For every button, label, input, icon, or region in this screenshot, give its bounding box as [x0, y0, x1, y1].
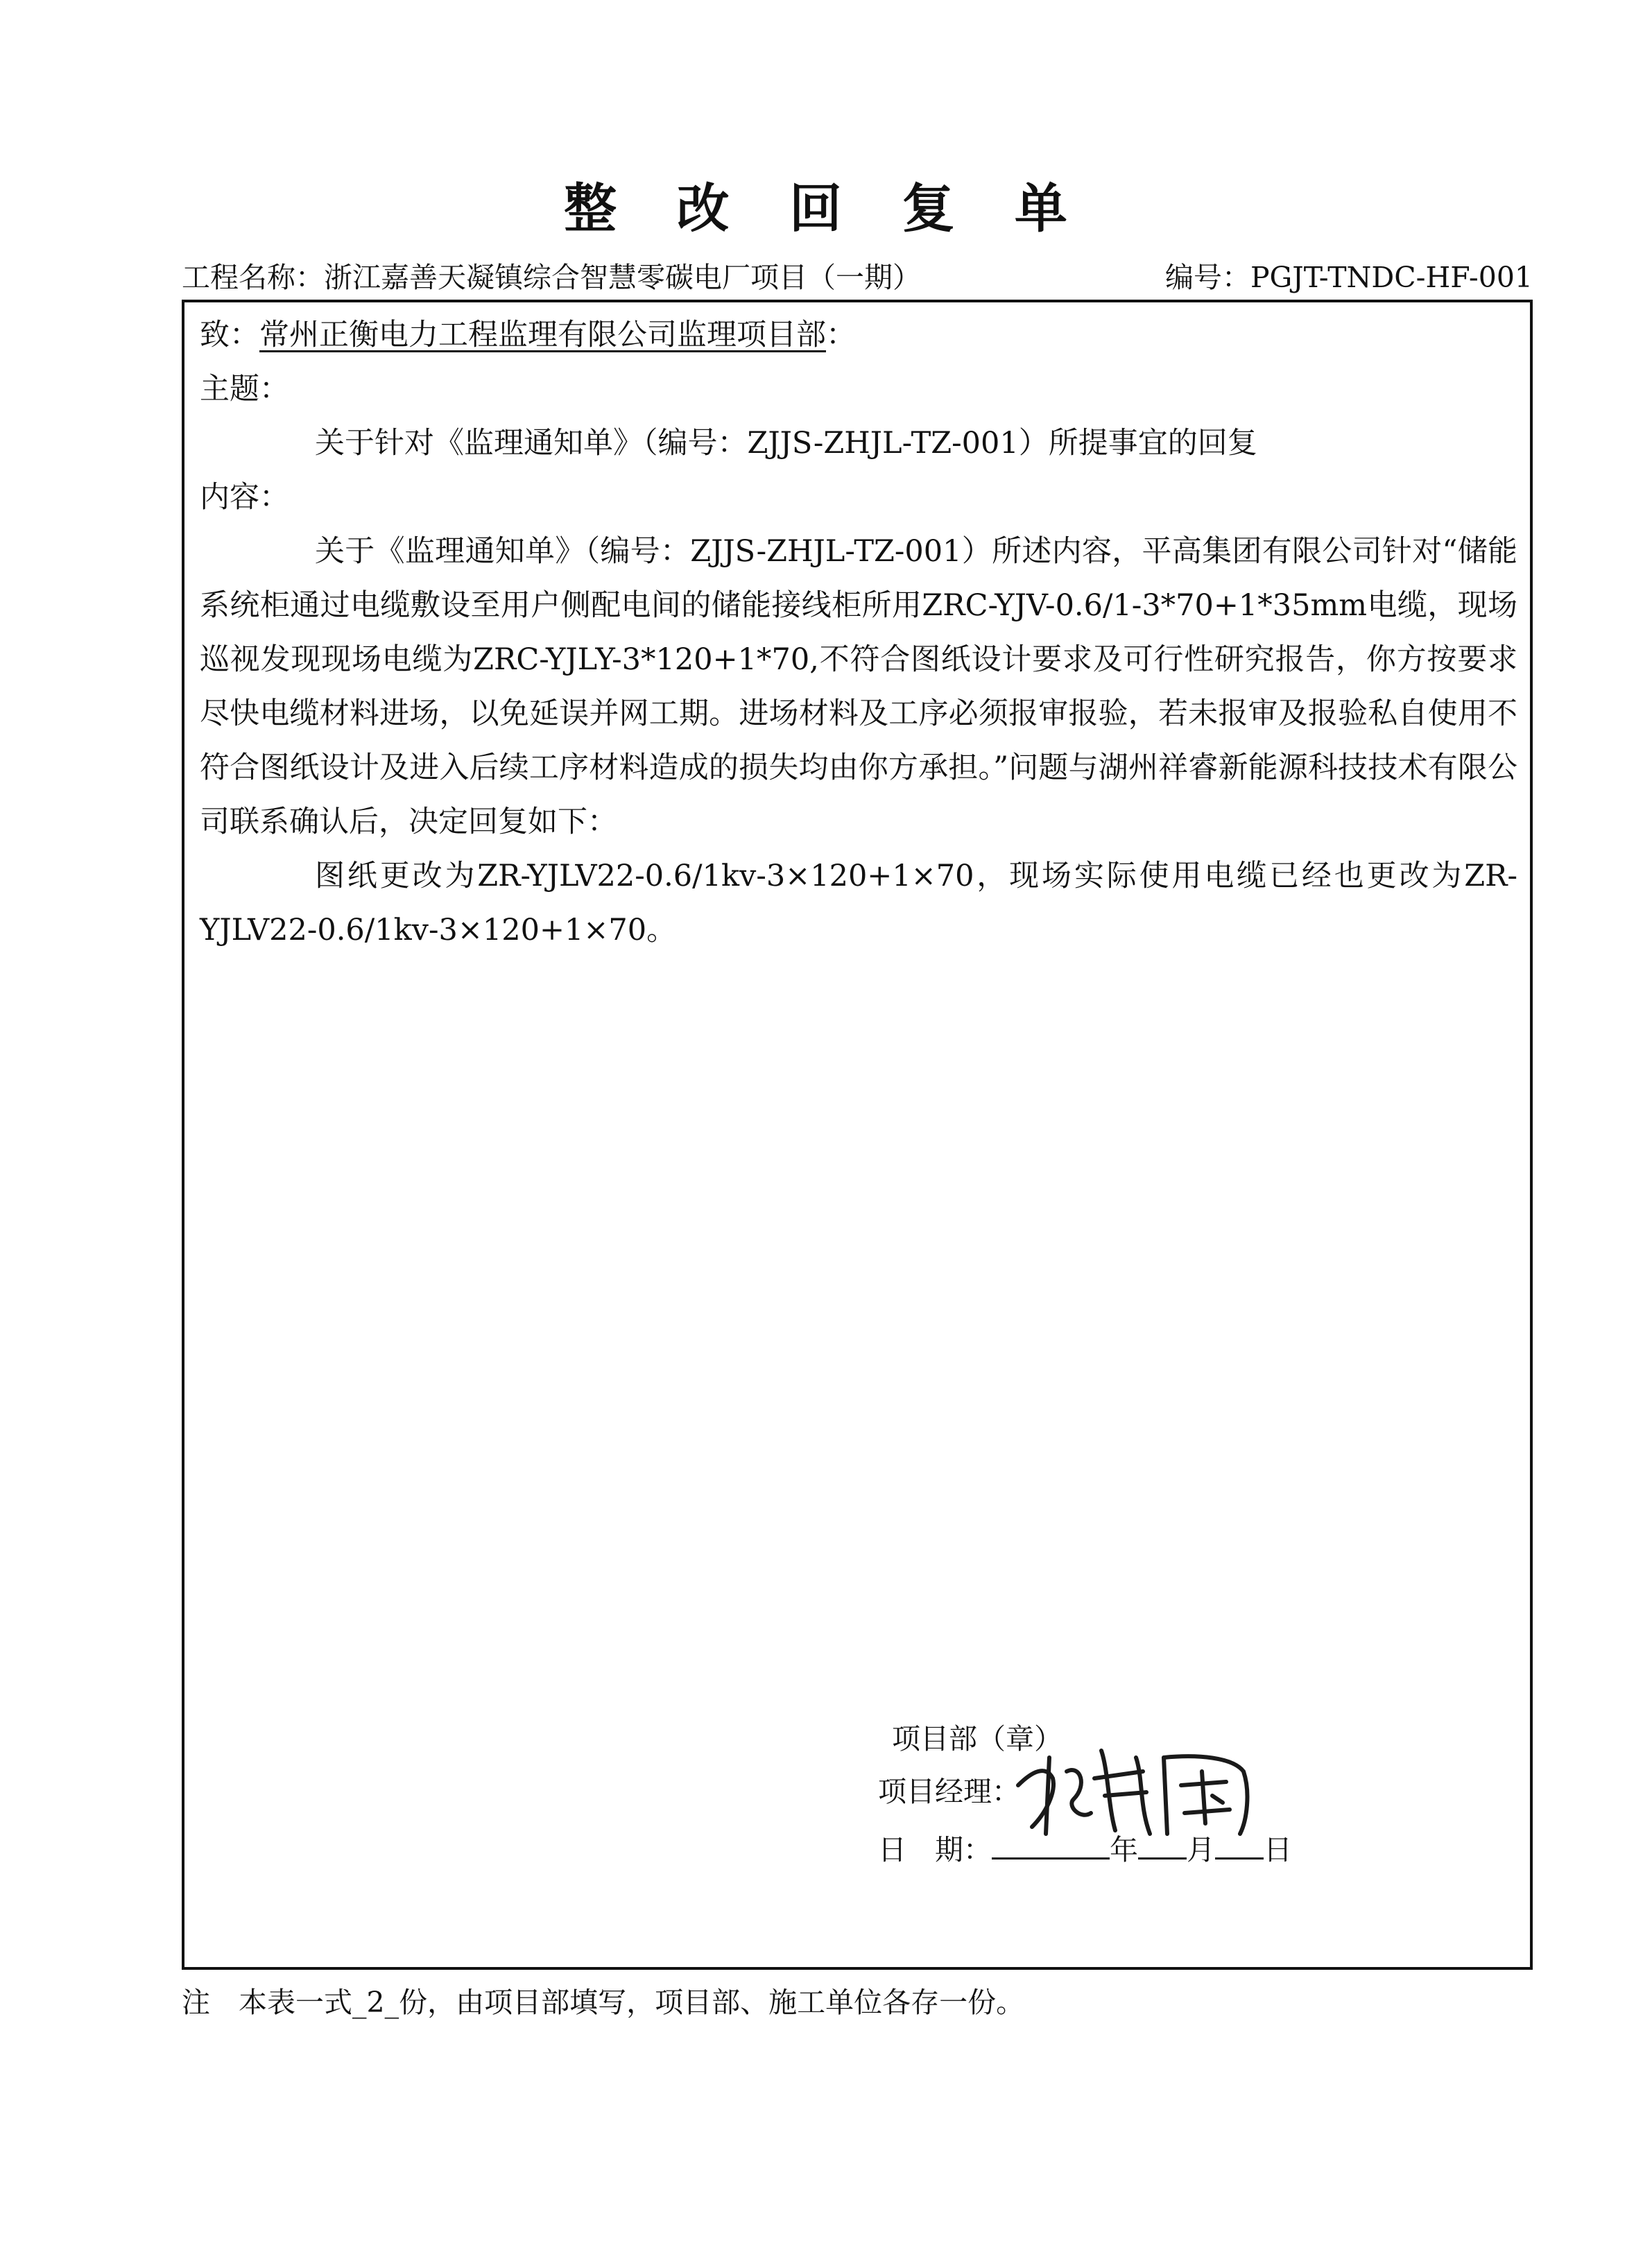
year-label: 年 — [1110, 1833, 1138, 1866]
recipient-prefix: 致： — [200, 318, 259, 352]
header-row — [182, 257, 1533, 298]
manager-line — [878, 1767, 1020, 1816]
manager-label: 项目经理： — [878, 1775, 1020, 1808]
day-label: 日 — [1264, 1833, 1292, 1866]
recipient-name: 常州正衡电力工程监理有限公司监理项目部 — [259, 318, 826, 352]
handwritten-signature — [1004, 1730, 1268, 1841]
month-blank — [1138, 1827, 1187, 1860]
date-line — [878, 1826, 1292, 1874]
stamp-label: 项目部（章） — [892, 1722, 1062, 1755]
content-label: 内容： — [200, 480, 289, 515]
recipient-line — [200, 308, 1517, 362]
content-body — [200, 524, 1517, 957]
month-label: 月 — [1187, 1833, 1215, 1866]
date-label: 日 期： — [878, 1833, 992, 1866]
year-blank — [992, 1827, 1110, 1860]
day-blank — [1215, 1827, 1264, 1860]
subject-text: 关于针对《监理通知单》（编号：ZJJS-ZHJL-TZ-001）所提事宜的回复 — [315, 426, 1257, 461]
content-paragraph-2: 图纸更改为ZR-YJLV22-0.6/1kv-3×120+1×70，现场实际使用电缆已经也更改为ZR-YJLV22-0.6/1kv-3×120+1×70。 — [200, 859, 1517, 947]
document-title: 整 改 回 复 单 — [564, 178, 1088, 239]
project-name: 工程名称：浙江嘉善天凝镇综合智慧零碳电厂项目（一期） — [182, 261, 921, 294]
content-paragraph-1: 关于《监理通知单》（编号：ZJJS-ZHJL-TZ-001）所述内容，平高集团有限公司针对“储能系统柜通过电缆敷设至用户侧配电间的储能接线柜所用ZRC-YJV-0.6/1-3*70+1*35mm电缆，现场巡视发现现场电缆为ZRC-YJLY-3*120+1*70,不符合图纸设计要求及可行性研究报告，你方按要求尽快电缆材料进场，以免延误并网工期。进场材料及工序必须报审报验，若未报审及报验私自使用不符合图纸设计及进入后续工序材料造成的损失均由你方承担。”问题与湖州祥睿新能源科技技术有限公司联系确认后，决定回复如下： — [200, 534, 1517, 839]
footer-note: 注 本表一式_2_份，由项目部填写，项目部、施工单位各存一份。 — [182, 1986, 1025, 2019]
form-frame — [182, 300, 1533, 1970]
document-number: 编号：PGJT-TNDC-HF-001 — [1164, 261, 1533, 294]
recipient-suffix: ： — [826, 318, 856, 352]
subject-label: 主题： — [200, 372, 289, 406]
